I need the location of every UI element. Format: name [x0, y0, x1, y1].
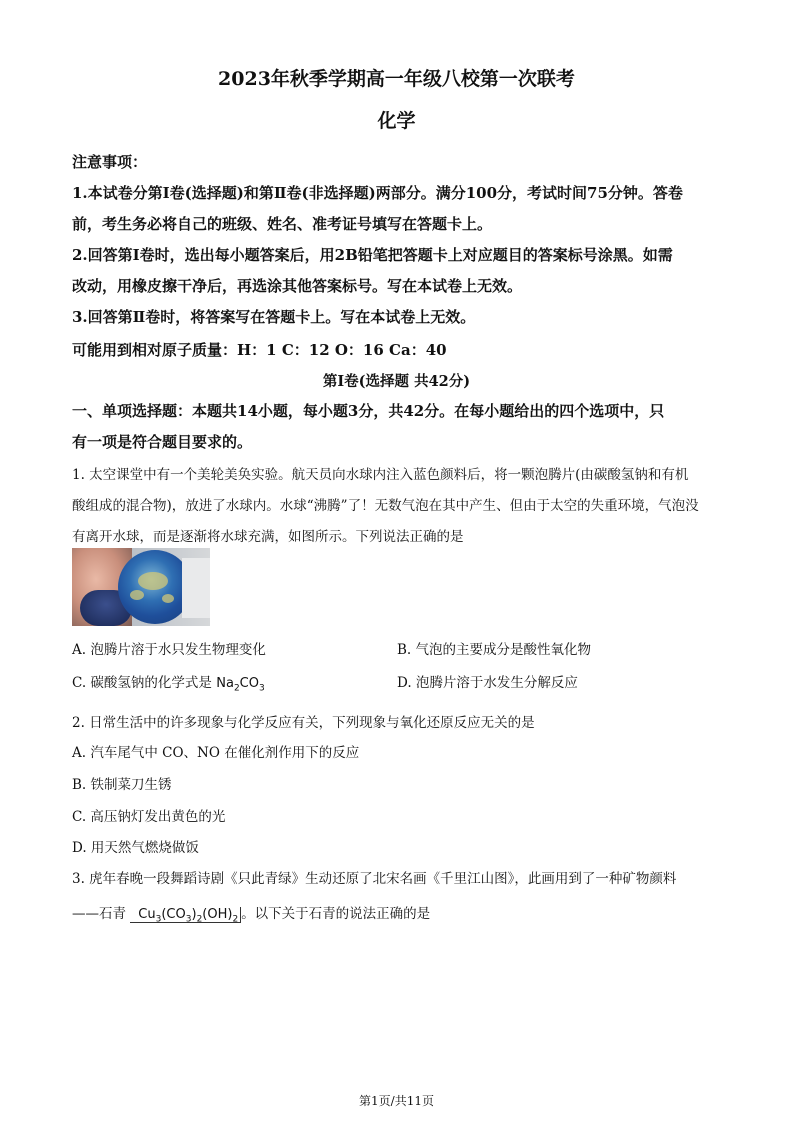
q2-option-b: B. 铁制菜刀生锈	[72, 777, 172, 793]
q1-option-c	[72, 671, 265, 694]
exam-subject: 化学	[377, 110, 416, 132]
section-instruction: 一、单项选择题：本题共14小题，每小题3分，共42分。在每小题给出的四个选项中，只	[72, 402, 665, 420]
notes-line: 2.回答第Ⅰ卷时，选出每小题答案后，用2B铅笔把答题卡上对应题目的答案标号涂黑。如需	[72, 246, 673, 264]
page-number: 第1页/共11页	[359, 1094, 434, 1108]
q3-stem-line: 3. 虎年春晚一段舞蹈诗剧《只此青绿》生动还原了北宋名画《千里江山图》，此画用到了一种矿物颜料	[72, 871, 677, 887]
q2-option-d: D. 用天然气燃烧做饭	[72, 840, 199, 856]
q1-option-d: D. 泡腾片溶于水发生分解反应	[397, 675, 578, 691]
notes-heading: 注意事项：	[72, 153, 148, 171]
section-instruction: 有一项是符合题目要求的。	[72, 433, 253, 451]
q3-stem-line: ——石青 $Cu_3(CO_3)_2(OH)_2$ 。以下关于石青的说法正确的是	[72, 906, 431, 925]
section-title: 第Ⅰ卷(选择题 共42分)	[322, 373, 471, 390]
q1-option-a: A. 泡腾片溶于水只发生物理变化	[72, 642, 266, 658]
q2-option-c: C. 高压钠灯发出黄色的光	[72, 809, 226, 825]
exam-title: 2023年秋季学期高一年级八校第一次联考	[218, 68, 575, 90]
space-water-ball-photo	[72, 548, 210, 626]
notes-line: 前，考生务必将自己的班级、姓名、准考证号填写在答题卡上。	[72, 215, 493, 233]
atomic-mass-line: 可能用到相对原子质量：H：1 C：12 O：16 Ca：40	[72, 341, 447, 359]
q1-stem-line: 1. 太空课堂中有一个美轮美奂实验。航天员向水球内注入蓝色颜料后，将一颗泡腾片(由碳酸氢钠和有机	[72, 467, 689, 483]
q2-option-a: A. 汽车尾气中 CO、NO 在催化剂作用下的反应	[72, 745, 360, 761]
formula-azurite: $Cu_3(CO_3)_2(OH)_2$	[130, 907, 241, 923]
background-panel	[182, 558, 210, 618]
notes-line: 3.回答第Ⅱ卷时，将答案写在答题卡上。写在本试卷上无效。	[72, 308, 476, 326]
notes-line: 改动，用橡皮擦干净后，再选涂其他答案标号。写在本试卷上无效。	[72, 277, 523, 295]
q1-stem-line: 酸组成的混合物)，放进了水球内。水球“沸腾”了！无数气泡在其中产生、但由于太空的失重环境，气泡没	[72, 498, 699, 514]
q2-stem: 2. 日常生活中的许多现象与化学反应有关，下列现象与氧化还原反应无关的是	[72, 715, 535, 731]
q1-option-c-text: C. 碳酸氢钠的化学式是	[72, 675, 212, 691]
notes-line: 1.本试卷分第Ⅰ卷(选择题)和第Ⅱ卷(非选择题)两部分。满分100分，考试时间75分钟。答卷	[72, 184, 683, 202]
q1-stem-line: 有离开水球，而是逐渐将水球充满，如图所示。下列说法正确的是	[72, 529, 464, 545]
formula-na2co3: $Na_2CO_3$	[216, 676, 265, 694]
q1-option-b: B. 气泡的主要成分是酸性氧化物	[397, 642, 592, 658]
water-ball	[118, 550, 192, 624]
